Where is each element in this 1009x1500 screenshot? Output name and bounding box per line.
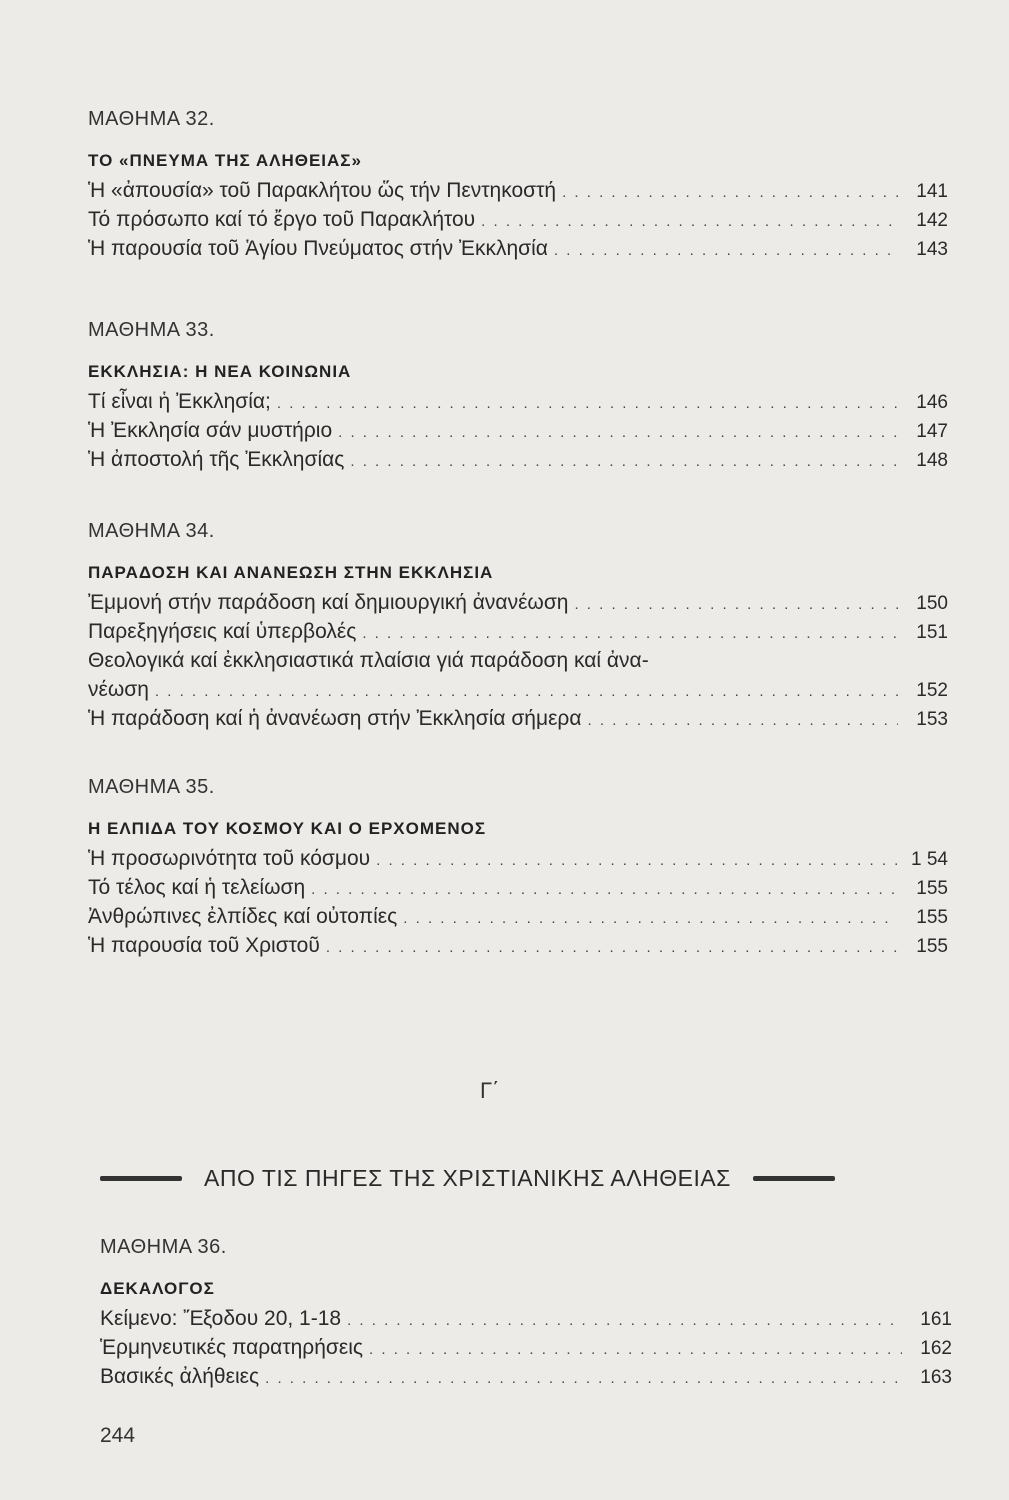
lesson-32: [88, 104, 948, 263]
entry-text: Ἡ Ἐκκλησία σάν μυστήριο: [88, 419, 333, 442]
toc-entry: [100, 1362, 952, 1391]
entry-page-number: 161: [920, 1309, 952, 1330]
entry-text-line1: Θεολογικά καί ἐκκλησιαστικά πλαίσια γιά παράδοση καί ἀνα-: [88, 649, 649, 672]
lesson-33: [88, 315, 948, 474]
entry-text: Ἡ προσωρινότητα τοῦ κόσμου: [88, 847, 371, 870]
dot-leader: [376, 846, 898, 875]
entry-page-number: 152: [916, 680, 948, 701]
lesson-title: ΠΑΡΑΔΟΣΗ ΚΑΙ ΑΝΑΝΕΩΣΗ ΣΤΗΝ ΕΚΚΛΗΣΙΑ: [88, 563, 494, 582]
entry-text: Παρεξηγήσεις καί ὑπερβολές: [88, 620, 357, 643]
entry-text: Κείμενο: Ἔξοδου 20, 1-18: [100, 1307, 342, 1330]
lesson-title: Η ΕΛΠΙΔΑ ΤΟΥ ΚΟΣΜΟΥ ΚΑΙ Ο ΕΡΧΟΜΕΝΟΣ: [88, 819, 487, 838]
entry-page-number: 153: [916, 709, 948, 730]
entry-page-number: 141: [916, 181, 948, 202]
entry-page-number: 147: [916, 421, 948, 442]
section-heading: [100, 1165, 950, 1192]
toc-entry: [88, 902, 948, 931]
toc-entry: [88, 234, 948, 263]
toc-entry: [100, 1304, 952, 1333]
toc-entry: [88, 704, 948, 733]
entry-text: Τό πρόσωπο καί τό ἔργο τοῦ Παρακλήτου: [88, 208, 476, 231]
entry-text: νέωση: [88, 678, 149, 701]
lesson-34: [88, 516, 948, 733]
section-marker: Γ΄: [480, 1078, 500, 1103]
toc-entry: [88, 445, 948, 474]
entry-page-number: 146: [916, 392, 948, 413]
lesson-label: ΜΑΘΗΜΑ 34.: [88, 520, 215, 542]
entry-text: Ἑρμηνευτικές παρατηρήσεις: [100, 1336, 364, 1359]
lesson-label: ΜΑΘΗΜΑ 36.: [100, 1236, 227, 1258]
dot-leader: [369, 1335, 902, 1364]
dot-leader: [277, 389, 898, 418]
entry-text: Ἡ παράδοση καί ἡ ἀνανέωση στήν Ἐκκλησία σήμερα: [88, 707, 582, 730]
entry-page-number: 162: [920, 1338, 952, 1359]
entry-text: Ἡ παρουσία τοῦ Χριστοῦ: [88, 934, 320, 957]
entry-text: Ἡ «ἀπουσία» τοῦ Παρακλήτου ὥς τήν Πεντηκοστή: [88, 179, 557, 202]
dot-leader: [311, 875, 898, 904]
entry-text: Ἡ παρουσία τοῦ Ἁγίου Πνεύματος στήν Ἐκκλησία: [88, 237, 548, 260]
entry-text: Τό τέλος καί ἡ τελείωση: [88, 876, 306, 899]
dot-leader: [554, 236, 898, 265]
toc-entry: [88, 931, 948, 960]
entry-text: Τί εἶναι ἡ Ἐκκλησία;: [88, 390, 271, 413]
toc-entry: [88, 416, 948, 445]
toc-entry: [88, 387, 948, 416]
heading-rule-right: [753, 1176, 835, 1181]
dot-leader: [588, 706, 898, 735]
dot-leader: [403, 904, 898, 933]
section-heading-text: ΑΠΟ ΤΙΣ ΠΗΓΕΣ ΤΗΣ ΧΡΙΣΤΙΑΝΙΚΗΣ ΑΛΗΘΕΙΑΣ: [204, 1165, 731, 1191]
entry-page-number: 1 54: [911, 849, 948, 870]
entry-page-number: 155: [916, 936, 948, 957]
dot-leader: [347, 1306, 902, 1335]
entry-text: Ἡ ἀποστολή τῆς Ἐκκλησίας: [88, 448, 345, 471]
heading-rule-left: [100, 1176, 182, 1181]
toc-entry: [88, 588, 948, 617]
dot-leader: [326, 933, 898, 962]
dot-leader: [350, 447, 898, 476]
dot-leader: [481, 207, 898, 236]
lesson-label: ΜΑΘΗΜΑ 35.: [88, 776, 215, 798]
entry-text: Ἀνθρώπινες ἐλπίδες καί οὐτοπίες: [88, 905, 398, 928]
entry-page-number: 142: [916, 210, 948, 231]
toc-entry: [88, 675, 948, 704]
entry-text: Βασικές ἀλήθειες: [100, 1365, 260, 1388]
dot-leader: [265, 1364, 902, 1393]
toc-entry: [88, 617, 948, 646]
lesson-title: ΕΚΚΛΗΣΙΑ: Η ΝΕΑ ΚΟΙΝΩΝΙΑ: [88, 362, 352, 381]
dot-leader: [574, 590, 898, 619]
entry-page-number: 150: [916, 593, 948, 614]
lesson-36: [100, 1232, 952, 1391]
entry-page-number: 155: [916, 907, 948, 928]
dot-leader: [562, 178, 898, 207]
lesson-35: [88, 772, 948, 960]
toc-entry: [88, 873, 948, 902]
dot-leader: [338, 418, 898, 447]
page-number: 244: [100, 1424, 136, 1447]
lesson-label: ΜΑΘΗΜΑ 32.: [88, 108, 215, 130]
dot-leader: [362, 619, 898, 648]
toc-entry: [100, 1333, 952, 1362]
entry-page-number: 151: [916, 622, 948, 643]
lesson-label: ΜΑΘΗΜΑ 33.: [88, 319, 215, 341]
entry-page-number: 155: [916, 878, 948, 899]
lesson-title: ΤΟ «ΠΝΕΥΜΑ ΤΗΣ ΑΛΗΘΕΙΑΣ»: [88, 151, 362, 170]
entry-page-number: 163: [920, 1367, 952, 1388]
toc-entry: [88, 205, 948, 234]
entry-page-number: 143: [916, 239, 948, 260]
entry-text: Ἐμμονή στήν παράδοση καί δημιουργική ἀνανέωση: [88, 591, 569, 614]
entry-page-number: 148: [916, 450, 948, 471]
toc-entry: [88, 176, 948, 205]
toc-entry: [88, 844, 948, 873]
lesson-title: ΔΕΚΑΛΟΓΟΣ: [100, 1279, 215, 1298]
dot-leader: [155, 677, 898, 706]
